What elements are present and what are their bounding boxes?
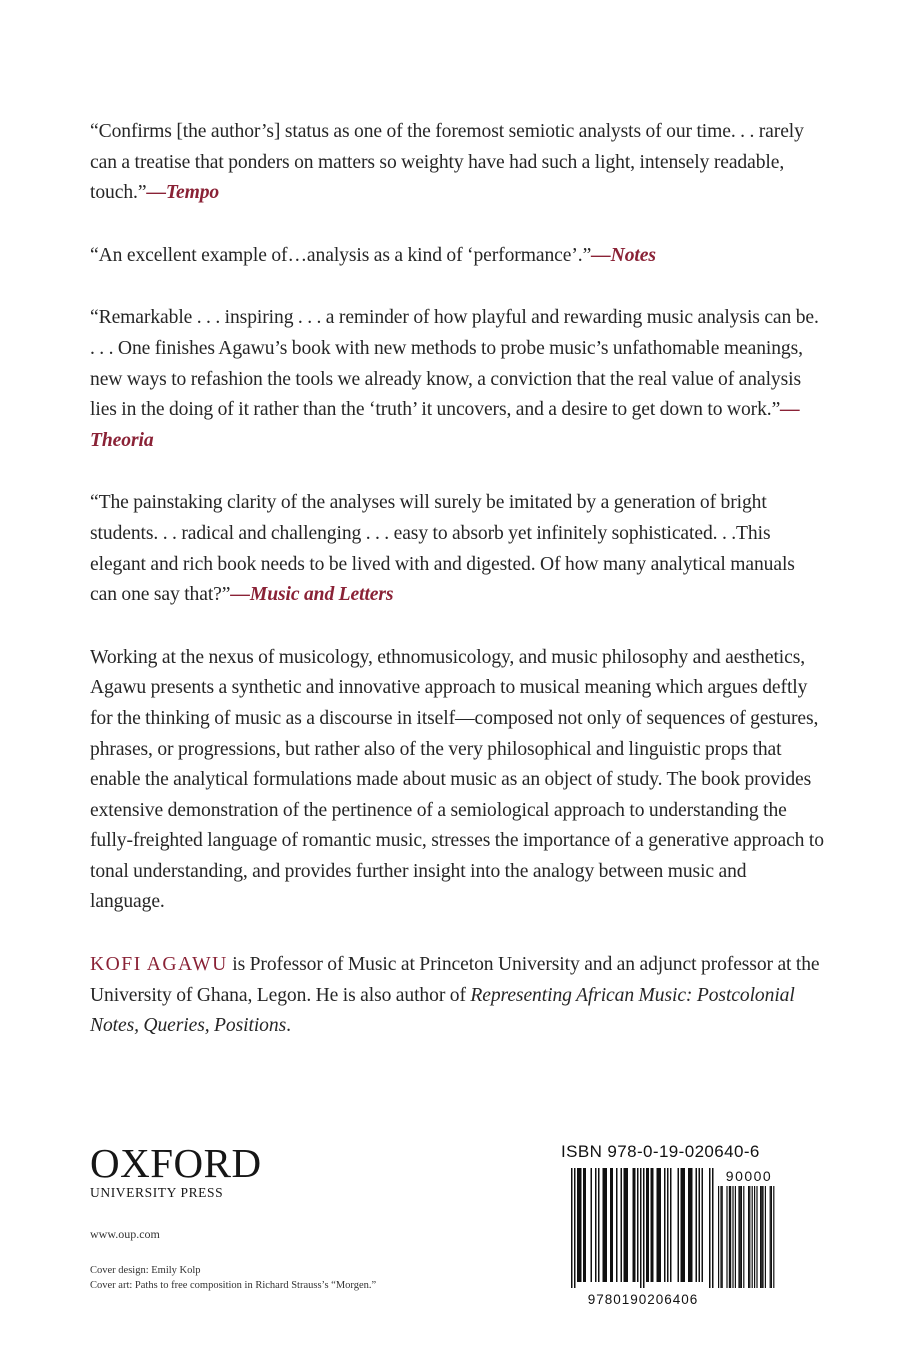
addon-bar <box>732 1186 733 1288</box>
addon-bar <box>770 1186 771 1288</box>
barcode-bar <box>712 1168 714 1288</box>
cover-design-credit: Cover design: Emily Kolp <box>90 1265 201 1276</box>
barcode-bar <box>634 1168 636 1282</box>
book-description: Working at the nexus of musicology, ethnomusicology, and music philosophy and aesthetics, Agawu presents a synthetic and innovative approach to musical meaning which argues deftly for the thinking of music as a discourse in itself—composed not only of sequences of gestures, phrases, or progressions, but rather also of the very philosophical and linguistic props that enable the analytical formulations made about music as an object of study. The book provides extensive demonstration of the pertinence of a semiological approach to understanding the fully-freighted language of romantic music, stresses the importance of a generative approach to tonal understanding, and provides further insight into the analogy between music and language. <box>90 646 824 913</box>
barcode-bar <box>690 1168 692 1282</box>
barcode-bar <box>583 1168 585 1282</box>
cover-credits <box>90 1264 376 1293</box>
barcode-bar <box>616 1168 618 1282</box>
barcode-bar <box>646 1168 648 1282</box>
barcode-bar <box>621 1168 623 1282</box>
barcode-bar <box>595 1168 597 1282</box>
barcode-bar <box>681 1168 683 1282</box>
barcode-bar <box>591 1168 593 1282</box>
addon-bar <box>752 1186 753 1288</box>
addon-bar <box>762 1186 763 1288</box>
review-quote: “Remarkable . . . inspiring . . . a reminder of how playful and rewarding music analysis can be. . . . One finishes Agawu’s book with new methods to probe music’s unfathomable meanings, new ways to refashion the tools we already know, a conviction that the real value of analysis lies in the doing of it rather than the ‘truth’ it uncovers, and a desire to get down to work.” <box>90 307 819 421</box>
review-source: —Notes <box>591 244 656 266</box>
addon-digits: 90000 <box>725 1168 773 1184</box>
barcode-icon <box>561 1166 791 1308</box>
barcode-bar <box>637 1168 639 1282</box>
publisher-website: www.oup.com <box>90 1227 160 1241</box>
review-theoria <box>90 303 825 456</box>
review-source: —Theoria <box>90 399 800 451</box>
isbn-barcode-block <box>561 1142 791 1308</box>
review-source: —Tempo <box>146 182 220 204</box>
addon-bar <box>741 1186 742 1288</box>
addon-bar <box>738 1186 739 1288</box>
ean-digits: 9780190206406 <box>587 1292 699 1307</box>
barcode-bar <box>627 1168 629 1282</box>
addon-bar <box>726 1186 727 1288</box>
review-quote: “The painstaking clarity of the analyses will surely be imitated by a generation of bright students. . . radical and challenging . . . easy to absorb yet infinitely sophisticated. . .This elegant and rich book needs to be lived with and digested. Of how many analytical manuals can one say that?” <box>90 492 795 606</box>
addon-bar <box>765 1186 766 1288</box>
author-name: KOFI AGAWU <box>90 954 228 976</box>
addon-bar <box>756 1186 757 1288</box>
review-tempo <box>90 117 825 209</box>
barcode-bar <box>577 1168 579 1282</box>
review-source: —Music and Letters <box>230 584 394 606</box>
barcode-bar <box>657 1168 659 1282</box>
author-bio <box>90 950 825 1042</box>
barcode-bar <box>691 1168 693 1282</box>
barcode-bar <box>682 1168 684 1282</box>
bio-text: is Professor of Music at Princeton University and an adjunct professor at the University of Ghana, Legon. He is also author of <box>90 954 820 1006</box>
addon-bar <box>718 1186 719 1288</box>
barcode-bar <box>702 1168 704 1282</box>
barcode-bar <box>664 1168 666 1282</box>
barcode-bar <box>643 1168 645 1288</box>
barcode-bar <box>709 1168 711 1288</box>
barcode-bar <box>610 1168 612 1282</box>
review-quote: “Confirms [the author’s] status as one of the foremost semiotic analysts of our time. . . rarely can a treatise that ponders on matters so weighty have had such a light, intensely readable, touch.” <box>90 121 804 204</box>
barcode-bar <box>640 1168 642 1288</box>
barcode-bar <box>612 1168 614 1282</box>
addon-bar <box>749 1186 750 1288</box>
barcode-bar <box>606 1168 608 1282</box>
publisher-block <box>90 1140 262 1242</box>
barcode-bar <box>585 1168 587 1282</box>
barcode-bar <box>667 1168 669 1282</box>
isbn-label: ISBN 978-0-19-020640-6 <box>561 1142 760 1161</box>
review-notes <box>90 241 825 272</box>
addon-bar <box>729 1186 730 1288</box>
barcode-bar <box>699 1168 701 1282</box>
addon-bar <box>748 1186 749 1288</box>
cover-art-credit: Cover art: Paths to free composition in Richard Strauss’s “Morgen.” <box>90 1279 377 1291</box>
barcode-bar <box>678 1168 680 1282</box>
addon-bar <box>730 1186 731 1288</box>
barcode-bar <box>574 1168 576 1288</box>
barcode-bar <box>696 1168 698 1282</box>
review-music-and-letters <box>90 488 825 610</box>
barcode-bar <box>633 1168 635 1282</box>
publisher-subtitle: UNIVERSITY PRESS <box>90 1185 224 1200</box>
barcode-bar <box>651 1168 653 1282</box>
barcode-bar <box>625 1168 627 1282</box>
barcode-bar <box>579 1168 581 1282</box>
addon-bar <box>740 1186 741 1288</box>
barcode-bar <box>648 1168 650 1282</box>
addon-bar <box>720 1186 721 1288</box>
addon-bar <box>743 1186 744 1288</box>
barcode-bar <box>571 1168 573 1288</box>
addon-bar <box>760 1186 761 1288</box>
addon-bar <box>735 1186 736 1288</box>
addon-bar <box>722 1186 723 1288</box>
review-quote: “An excellent example of…analysis as a kind of ‘performance’.” <box>90 244 592 266</box>
addon-bar <box>771 1186 772 1288</box>
other-book-title: Representing African Music: Postcolonial Notes, Queries, Positions <box>90 984 795 1037</box>
bio-end: . <box>286 1015 291 1037</box>
barcode-bar <box>684 1168 686 1282</box>
barcode-bar <box>658 1168 660 1282</box>
barcode-bar <box>652 1168 654 1282</box>
addon-bar <box>754 1186 755 1288</box>
barcode-bar <box>598 1168 600 1282</box>
barcode-bar <box>670 1168 672 1282</box>
barcode-bar <box>688 1168 690 1282</box>
barcode-bar <box>603 1168 605 1282</box>
barcode-bar <box>624 1168 626 1282</box>
addon-bar <box>761 1186 762 1288</box>
publisher-logo: OXFORD <box>90 1140 262 1186</box>
back-cover-text <box>90 117 825 1074</box>
addon-bar <box>773 1186 774 1288</box>
barcode-bar <box>604 1168 606 1282</box>
barcode-bar <box>580 1168 582 1282</box>
barcode-bar <box>660 1168 662 1282</box>
